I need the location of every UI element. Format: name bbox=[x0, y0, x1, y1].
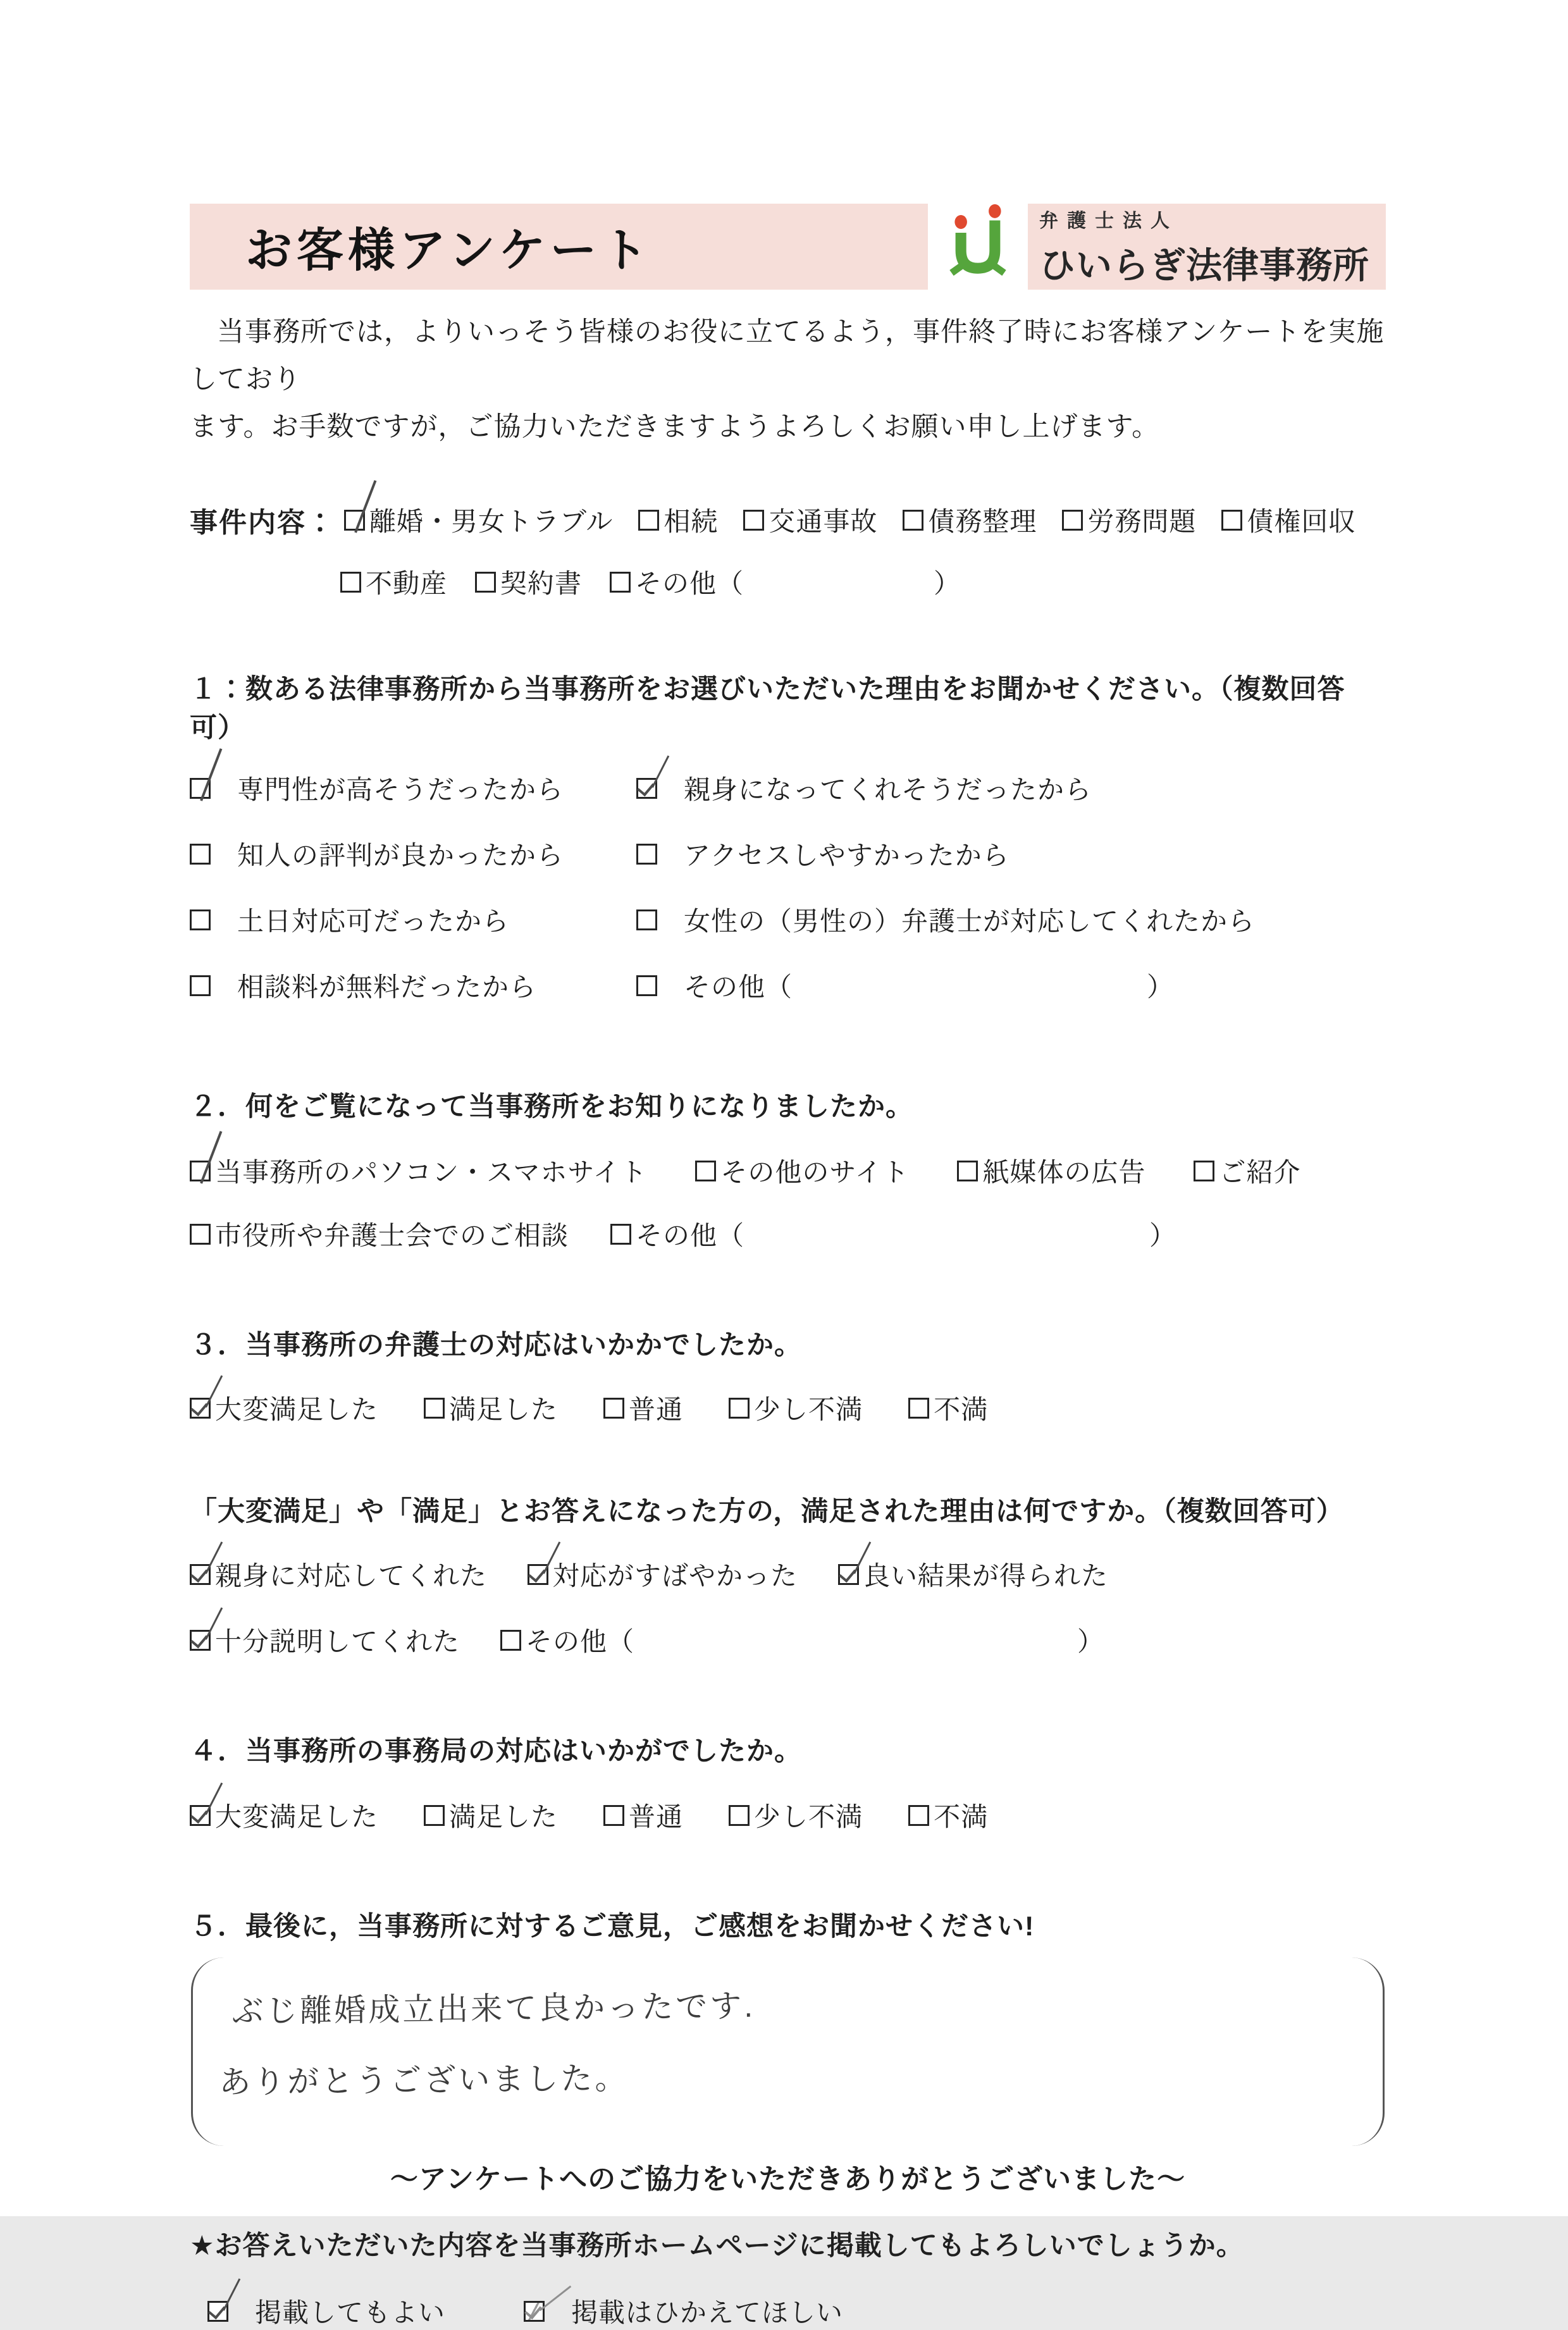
checkbox-free-consultation[interactable] bbox=[190, 966, 636, 1004]
checkbox-expertise[interactable] bbox=[190, 769, 636, 807]
checkbox-free-consultation-label: 相談料が無料だったから bbox=[237, 972, 537, 1002]
checkbox-q4-satisfied-box[interactable] bbox=[424, 1805, 445, 1826]
checkbox-q4-very-satisfied[interactable] bbox=[190, 1796, 378, 1834]
checkbox-publication-allow[interactable] bbox=[207, 2292, 445, 2330]
checkbox-firm-website-label: 当事務所のパソコン・スマホサイト bbox=[215, 1157, 648, 1188]
checkbox-other-site[interactable] bbox=[695, 1152, 909, 1190]
intro-line-2: ます。お手数ですが，ご協力いただきますようよろしくお願い申し上げます。 bbox=[190, 411, 1160, 442]
checkbox-kind-response-box[interactable] bbox=[190, 1564, 211, 1585]
checkbox-quick-response-label: 対応がすばやかった bbox=[553, 1561, 798, 1591]
checkbox-real-estate[interactable] bbox=[340, 563, 447, 601]
q1-other-blank[interactable] bbox=[793, 982, 1147, 989]
checkbox-kind-response[interactable] bbox=[190, 1555, 487, 1593]
checkbox-divorce[interactable] bbox=[344, 501, 613, 539]
publication-options bbox=[190, 2292, 1386, 2330]
checkbox-traffic-accident-label: 交通事故 bbox=[769, 507, 878, 537]
checkbox-expertise-box[interactable] bbox=[190, 778, 211, 799]
handwritten-comment-line-2: ありがとうございました。 bbox=[219, 2061, 629, 2100]
checkbox-q3-very-satisfied-box[interactable] bbox=[190, 1398, 211, 1419]
checkbox-firm-website[interactable] bbox=[190, 1152, 647, 1190]
checkbox-caring-box[interactable] bbox=[636, 778, 657, 799]
checkbox-q3-very-satisfied-label: 大変満足した bbox=[215, 1395, 379, 1425]
checkbox-full-explanation-label: 十分説明してくれた bbox=[215, 1627, 460, 1657]
checkbox-contract[interactable] bbox=[475, 563, 582, 601]
checkbox-lawyer-gender-box[interactable] bbox=[636, 909, 657, 930]
checkbox-good-result-label: 良い結果が得られた bbox=[863, 1561, 1109, 1591]
checkbox-labor-issue[interactable] bbox=[1062, 501, 1196, 539]
checkbox-q1-other-box[interactable] bbox=[636, 975, 657, 996]
checkbox-caring[interactable] bbox=[636, 769, 1386, 807]
case-other-close-paren: ） bbox=[934, 569, 961, 599]
checkbox-inheritance[interactable] bbox=[638, 501, 718, 539]
checkbox-labor-issue-box[interactable] bbox=[1062, 510, 1083, 531]
question-2-row-1 bbox=[190, 1152, 1386, 1190]
q1-other-close-paren: ） bbox=[1147, 972, 1175, 1002]
checkbox-firm-website-box[interactable] bbox=[190, 1161, 211, 1181]
question-5-header: ５．最後に，当事務所に対するご意見，ご感想をお聞かせください! bbox=[190, 1911, 1035, 1942]
checkbox-full-explanation[interactable] bbox=[190, 1621, 460, 1659]
checkbox-quick-response-box[interactable] bbox=[528, 1564, 548, 1585]
reason-other-blank[interactable] bbox=[634, 1637, 1077, 1643]
checkbox-publication-allow-label: 掲載してもよい bbox=[255, 2298, 446, 2328]
checkbox-q4-neutral-label: 普通 bbox=[629, 1802, 684, 1832]
checkbox-publication-refrain-box[interactable] bbox=[524, 2301, 545, 2322]
checkbox-reputation-label: 知人の評判が良かったから bbox=[237, 841, 564, 871]
thanks-line: ～アンケートへのご協力をいただきありがとうございました～ bbox=[390, 2164, 1186, 2195]
checkbox-q3-neutral[interactable] bbox=[603, 1389, 683, 1427]
checkbox-city-office[interactable] bbox=[190, 1215, 569, 1253]
checkbox-q2-other-label: その他（ bbox=[636, 1221, 745, 1251]
checkbox-contract-label: 契約書 bbox=[500, 569, 583, 599]
checkbox-q4-dissatisfied-label: 不満 bbox=[934, 1802, 989, 1832]
q2-other-blank[interactable] bbox=[744, 1231, 1149, 1237]
question-1-options bbox=[190, 769, 1386, 1004]
checkbox-publication-refrain-label: 掲載はひかえてほしい bbox=[571, 2298, 844, 2328]
checkbox-debt-collection-label: 債権回収 bbox=[1247, 507, 1356, 537]
firm-name-label: ひいらぎ法律事務所 bbox=[1039, 245, 1369, 286]
checkbox-q3-neutral-box[interactable] bbox=[603, 1398, 624, 1419]
checkbox-expertise-label: 専門性が高そうだったから bbox=[237, 775, 564, 805]
checkbox-debt-settlement[interactable] bbox=[903, 501, 1037, 539]
checkbox-free-consultation-box[interactable] bbox=[190, 975, 211, 996]
checkbox-q4-satisfied[interactable] bbox=[424, 1796, 558, 1834]
checkbox-contract-box[interactable] bbox=[475, 572, 496, 593]
checkbox-print-ad-label: 紙媒体の広告 bbox=[982, 1157, 1146, 1188]
checkbox-q3-neutral-label: 普通 bbox=[629, 1395, 684, 1425]
reason-header: 「大変満足」や「満足」とお答えになった方の，満足された理由は何ですか。（複数回答可） bbox=[190, 1496, 1344, 1527]
reason-row-1 bbox=[190, 1555, 1386, 1593]
checkbox-q4-somewhat-dissatisfied-box[interactable] bbox=[729, 1805, 750, 1826]
checkbox-other-site-box[interactable] bbox=[695, 1161, 716, 1181]
checkbox-q3-satisfied[interactable] bbox=[424, 1389, 558, 1427]
case-other-blank[interactable] bbox=[744, 579, 934, 585]
checkbox-city-office-label: 市役所や弁護士会でのご相談 bbox=[215, 1221, 569, 1251]
checkbox-q3-dissatisfied[interactable] bbox=[908, 1389, 988, 1427]
checkbox-caring-label: 親身になってくれそうだったから bbox=[684, 775, 1092, 805]
firm-logo bbox=[928, 204, 1386, 290]
checkbox-good-result[interactable] bbox=[838, 1555, 1108, 1593]
intro-line-1: 当事務所では，よりいっそう皆様のお役に立てるよう，事件終了時にお客様アンケートを実施しており bbox=[190, 317, 1385, 395]
checkbox-divorce-box[interactable] bbox=[344, 510, 365, 531]
checkbox-weekend-box[interactable] bbox=[190, 909, 211, 930]
checkbox-q3-satisfied-box[interactable] bbox=[424, 1398, 445, 1419]
checkbox-q4-very-satisfied-label: 大変満足した bbox=[215, 1802, 379, 1832]
checkbox-q4-somewhat-dissatisfied[interactable] bbox=[729, 1796, 863, 1834]
header-band bbox=[190, 204, 1386, 290]
checkbox-q4-dissatisfied[interactable] bbox=[908, 1796, 988, 1834]
checkbox-q2-other-box[interactable] bbox=[610, 1224, 631, 1245]
checkbox-reason-other-label: その他（ bbox=[526, 1627, 635, 1657]
handwritten-comment-line-1: ぶじ離婚成立出来て良かったです. bbox=[231, 1988, 756, 2030]
checkbox-q3-very-satisfied[interactable] bbox=[190, 1389, 378, 1427]
checkbox-q3-somewhat-dissatisfied[interactable] bbox=[729, 1389, 863, 1427]
checkbox-q3-dissatisfied-box[interactable] bbox=[908, 1398, 929, 1419]
checkbox-q2-other[interactable] bbox=[610, 1215, 1176, 1253]
checkbox-publication-refrain[interactable] bbox=[524, 2292, 843, 2330]
checkbox-q4-very-satisfied-box[interactable] bbox=[190, 1805, 211, 1826]
intro-paragraph bbox=[190, 309, 1386, 450]
checkbox-q3-dissatisfied-label: 不満 bbox=[934, 1395, 989, 1425]
checkbox-access-label: アクセスしやすかったから bbox=[684, 841, 1009, 871]
checkbox-weekend[interactable] bbox=[190, 901, 636, 939]
checkbox-debt-settlement-box[interactable] bbox=[903, 510, 923, 531]
checkbox-q3-somewhat-dissatisfied-box[interactable] bbox=[729, 1398, 750, 1419]
checkbox-q3-somewhat-dissatisfied-label: 少し不満 bbox=[754, 1395, 863, 1425]
case-type-row-1 bbox=[190, 500, 1386, 540]
checkbox-referral[interactable] bbox=[1194, 1152, 1300, 1190]
checkbox-kind-response-label: 親身に対応してくれた bbox=[215, 1561, 488, 1591]
checkbox-debt-collection[interactable] bbox=[1221, 501, 1355, 539]
publication-question: ★お答えいただいた内容を当事務所ホームページに掲載してもよろしいでしょうか。 bbox=[190, 2231, 1244, 2262]
checkbox-reputation[interactable] bbox=[190, 835, 636, 873]
question-2-row-2 bbox=[190, 1215, 1386, 1253]
checkbox-referral-label: ご紹介 bbox=[1219, 1157, 1301, 1188]
question-4-options bbox=[190, 1796, 1386, 1834]
checkbox-inheritance-label: 相続 bbox=[664, 507, 719, 537]
checkbox-q4-dissatisfied-box[interactable] bbox=[908, 1805, 929, 1826]
question-3-header: ３．当事務所の弁護士の対応はいかかでしたか。 bbox=[190, 1330, 802, 1361]
q2-other-close-paren: ） bbox=[1149, 1221, 1177, 1251]
checkbox-debt-settlement-label: 債務整理 bbox=[928, 507, 1037, 537]
checkbox-other-site-label: その他のサイト bbox=[720, 1157, 910, 1188]
checkbox-q4-satisfied-label: 満足した bbox=[449, 1802, 559, 1832]
checkbox-case-other-label: その他（ bbox=[635, 569, 744, 599]
checkbox-print-ad[interactable] bbox=[957, 1152, 1145, 1190]
checkbox-access-box[interactable] bbox=[636, 844, 657, 865]
reason-row-2 bbox=[190, 1621, 1386, 1659]
checkbox-lawyer-gender[interactable] bbox=[636, 901, 1386, 939]
checkbox-print-ad-box[interactable] bbox=[957, 1161, 978, 1181]
checkbox-case-other[interactable] bbox=[610, 563, 961, 601]
firm-type-label: 弁護士法人 bbox=[1039, 211, 1178, 231]
checkbox-q3-satisfied-label: 満足した bbox=[449, 1395, 559, 1425]
case-type-row-2 bbox=[190, 563, 1386, 601]
checkbox-q1-other-label: その他（ bbox=[684, 972, 793, 1002]
checkbox-q4-somewhat-dissatisfied-label: 少し不満 bbox=[754, 1802, 863, 1832]
question-1-header: １：数ある法律事務所から当事務所をお選びいただいた理由をお聞かせください。（複数回答可） bbox=[190, 674, 1345, 744]
checkbox-city-office-box[interactable] bbox=[190, 1224, 211, 1245]
checkbox-q4-neutral[interactable] bbox=[603, 1796, 683, 1834]
checkbox-quick-response[interactable] bbox=[528, 1555, 798, 1593]
firm-logo-tile bbox=[928, 204, 1028, 290]
checkbox-good-result-box[interactable] bbox=[838, 1564, 859, 1585]
page-title: お客様アンケート bbox=[245, 224, 653, 276]
checkbox-q4-neutral-box[interactable] bbox=[603, 1805, 624, 1826]
checkbox-traffic-accident[interactable] bbox=[743, 501, 877, 539]
checkbox-reason-other-box[interactable] bbox=[500, 1630, 521, 1651]
checkbox-labor-issue-label: 労務問題 bbox=[1087, 507, 1197, 537]
checkbox-publication-allow-box[interactable] bbox=[207, 2301, 228, 2322]
checkbox-lawyer-gender-label: 女性の（男性の）弁護士が対応してくれたから bbox=[684, 906, 1256, 937]
checkbox-inheritance-box[interactable] bbox=[638, 510, 659, 531]
checkbox-real-estate-box[interactable] bbox=[340, 572, 361, 593]
checkbox-q1-other[interactable] bbox=[636, 966, 1386, 1004]
question-2-header: ２．何をご覧になって当事務所をお知りになりましたか。 bbox=[190, 1092, 913, 1123]
checkbox-reputation-box[interactable] bbox=[190, 844, 211, 865]
checkbox-debt-collection-box[interactable] bbox=[1221, 510, 1242, 531]
checkbox-reason-other[interactable] bbox=[500, 1621, 1104, 1659]
checkbox-referral-box[interactable] bbox=[1194, 1161, 1214, 1181]
checkbox-full-explanation-box[interactable] bbox=[190, 1630, 211, 1651]
checkbox-case-other-box[interactable] bbox=[610, 572, 631, 593]
checkbox-access[interactable] bbox=[636, 835, 1386, 873]
question-4-header: ４．当事務所の事務局の対応はいかがでしたか。 bbox=[190, 1736, 802, 1767]
firm-name-block bbox=[1028, 204, 1386, 290]
comment-box[interactable] bbox=[190, 1957, 1386, 2146]
question-3-options bbox=[190, 1389, 1386, 1427]
checkbox-real-estate-label: 不動産 bbox=[366, 569, 448, 599]
firm-logo-icon bbox=[939, 208, 1016, 285]
checkbox-traffic-accident-box[interactable] bbox=[743, 510, 764, 531]
checkbox-divorce-label: 離婚・男女トラブル bbox=[369, 507, 614, 537]
case-type-label: 事件内容： bbox=[190, 507, 335, 539]
reason-other-close-paren: ） bbox=[1077, 1627, 1105, 1657]
checkbox-weekend-label: 土日対応可だったから bbox=[237, 906, 510, 937]
